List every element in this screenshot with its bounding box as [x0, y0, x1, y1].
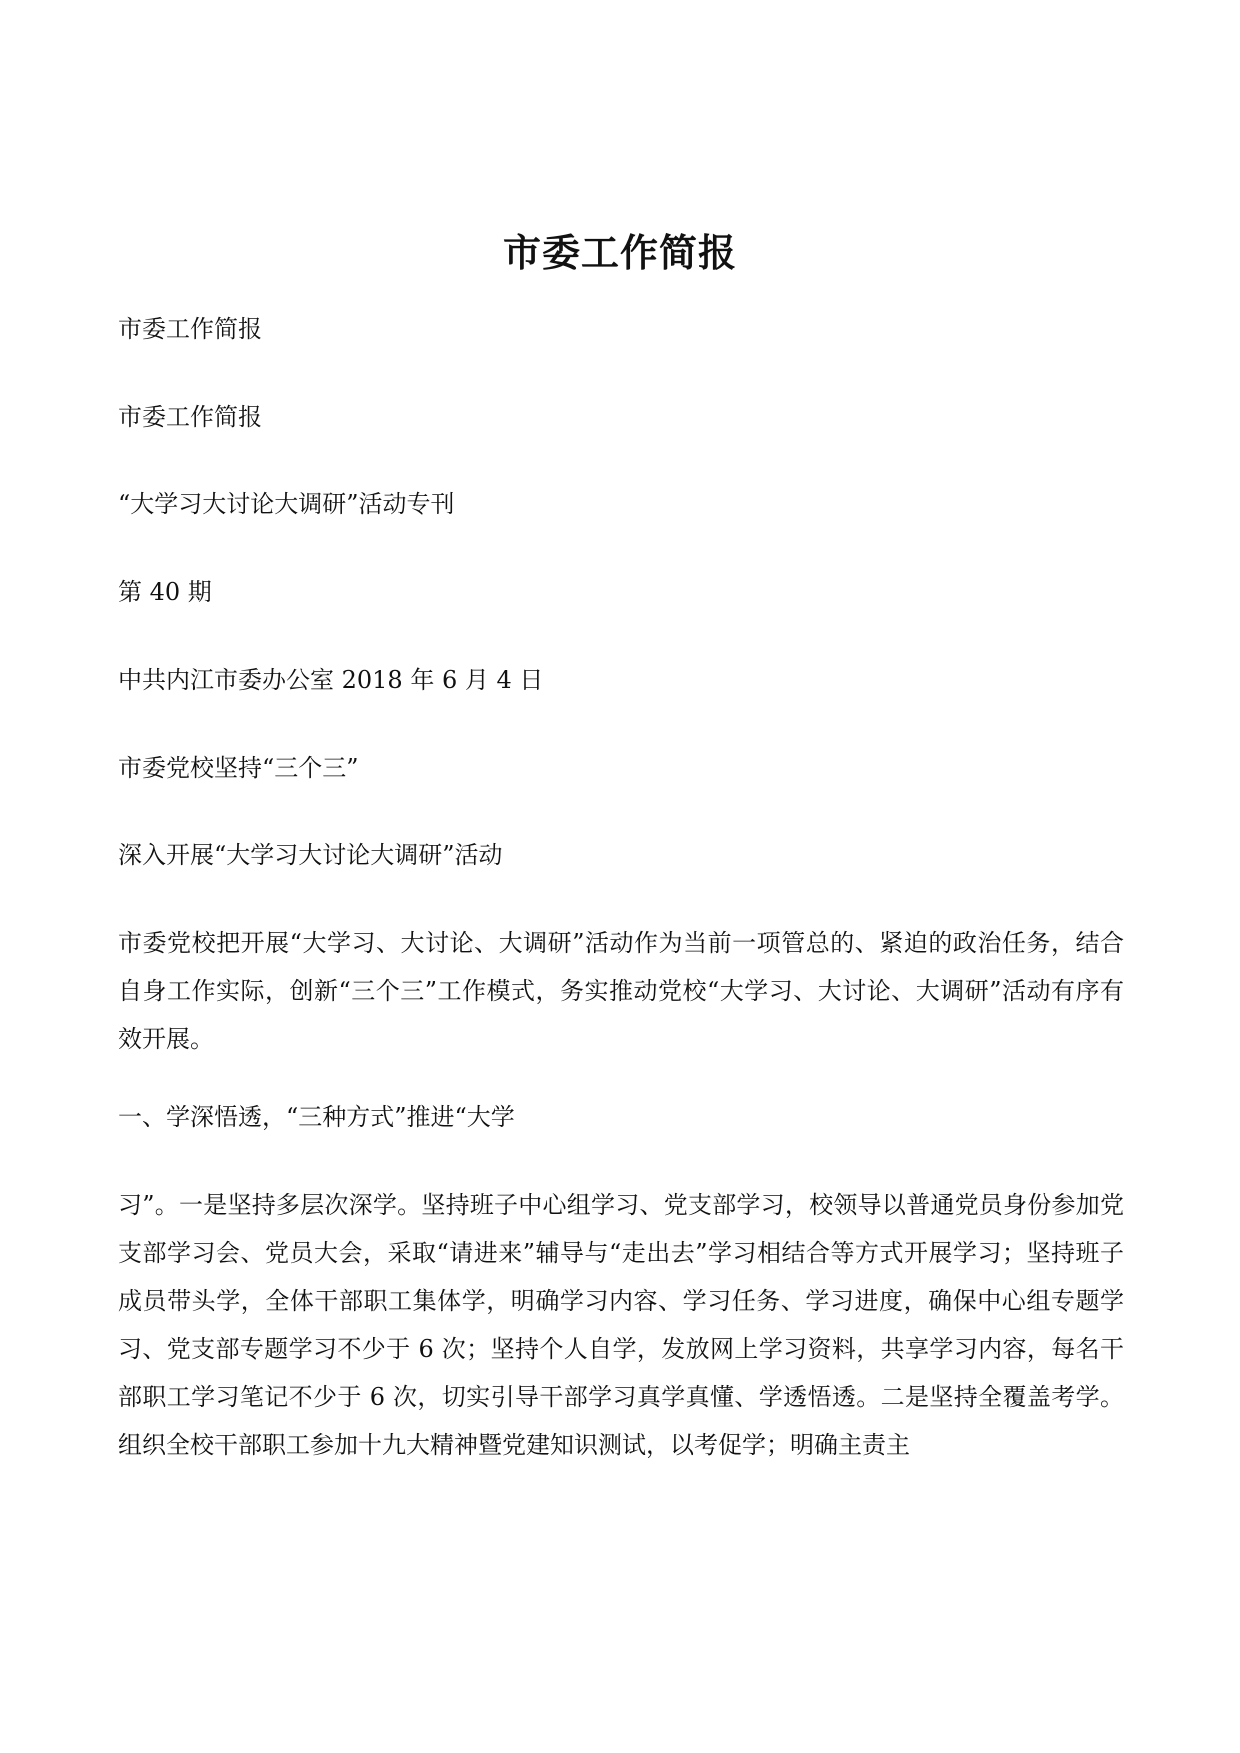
- document-title: 市委工作简报: [502, 230, 737, 275]
- issuer-and-date: 中共内江市委办公室 2018 年 6 月 4 日: [118, 666, 544, 694]
- intro-paragraph: 市委党校把开展“大学习、大讨论、大调研”活动作为当前一项管总的、紧迫的政治任务，结合自身工作实际，创新“三个三”工作模式，务实推动党校“大学习、大讨论、大调研”活动有序有效开展。: [118, 929, 1124, 1053]
- header-line-2: 市委工作简报: [118, 403, 262, 431]
- header-line-1: 市委工作简报: [118, 315, 262, 343]
- article-title-line-2: 深入开展“大学习大讨论大调研”活动: [118, 841, 503, 869]
- special-issue-label: “大学习大讨论大调研”活动专刊: [118, 490, 455, 518]
- section-paragraph: 习”。一是坚持多层次深学。坚持班子中心组学习、党支部学习，校领导以普通党员身份参加党支部学习会、党员大会，采取“请进来”辅导与“走出去”学习相结合等方式开展学习；坚持班子成员带头学，全体干部职工集体学，明确学习内容、学习任务、学习进度，确保中心组专题学习、党支部专题学习不少于 6 次；坚持个人自学，发放网上学习资料，共享学习内容，每名干部职工学习笔记不少于 6 次，切实引导干部学习真学真懂、学透悟透。二是坚持全覆盖考学。组织全校干部职工参加十九大精神暨党建知识测试，以考促学；明确主责主: [118, 1191, 1124, 1459]
- issue-number: 第 40 期: [118, 578, 212, 606]
- article-title-line-1: 市委党校坚持“三个三”: [118, 754, 359, 782]
- section-heading: 一、学深悟透，“三种方式”推进“大学: [118, 1103, 515, 1131]
